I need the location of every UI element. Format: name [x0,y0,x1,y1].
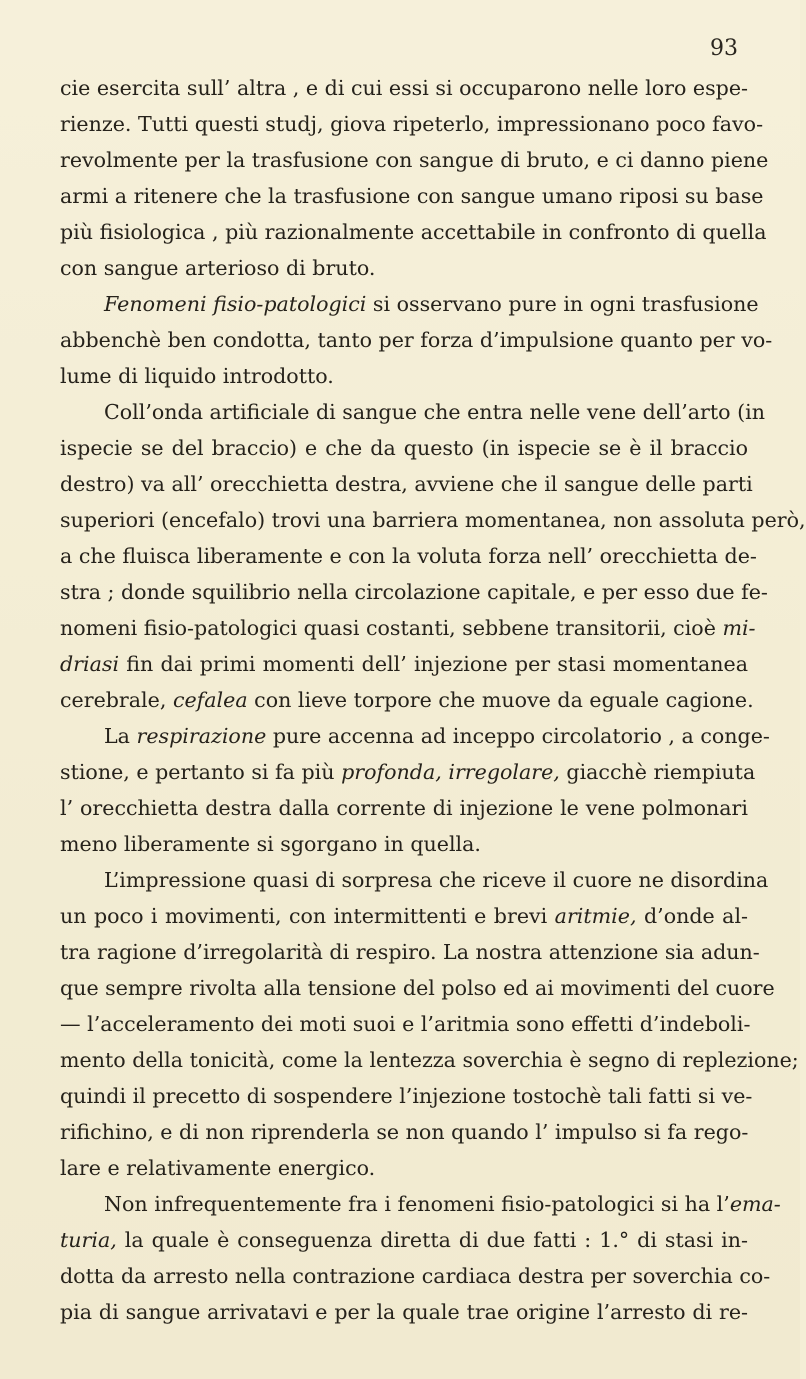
text-line [60,214,767,250]
text-segment: si osservano pure in ogni trasfusione [366,292,759,316]
text-line [60,358,748,394]
text-line [60,754,756,790]
text-line [60,394,766,430]
italic-text: turia, [60,1228,117,1252]
text-line [60,1258,771,1294]
text-segment: un poco i movimenti, con intermittenti e brevi [60,904,555,928]
text-segment: cie esercita sull’ altra , e di cui essi si occuparono nelle loro espe- [60,76,748,100]
text-segment: abbenchè ben condotta, tanto per forza d’impulsione quanto per vo- [60,328,773,352]
text-line [60,1186,781,1222]
text-segment: quindi il precetto di sospendere l’injezione tostochè tali fatti si ve- [60,1084,753,1108]
text-line [60,1078,753,1114]
text-segment: stra ; donde squilibrio nella circolazione capitale, e per esso due fe- [60,580,768,604]
text-segment: rifichino, e di non riprenderla se non quando l’ impulso si fa rego- [60,1120,749,1144]
italic-text: cefalea [172,688,248,712]
text-segment: d’onde al- [636,904,748,928]
text-segment: armi a ritenere che la trasfusione con sangue umano riposi su base [60,184,764,208]
text-segment: meno liberamente si sgorgano in quella. [60,832,481,856]
text-segment: cerebrale, [60,688,173,712]
text-line [60,142,769,178]
text-segment: dotta da arresto nella contrazione cardiaca destra per soverchia co- [60,1264,771,1288]
page-number: 93 [710,36,738,61]
text-segment: giacchè riempiuta [559,760,756,784]
text-line [60,538,757,574]
italic-text: driasi [60,652,120,676]
text-segment: stione, e pertanto si fa più [60,760,342,784]
text-line [60,898,748,934]
body-text [60,70,806,1330]
text-line [60,178,764,214]
text-segment: lare e relativamente energico. [60,1156,376,1180]
italic-text: respirazione [136,724,267,748]
text-line [60,1114,748,1150]
italic-text: aritmie, [554,904,637,928]
text-line [60,1006,751,1042]
text-segment: fin dai primi momenti dell’ injezione per stasi momentanea [119,652,748,676]
text-line [60,790,748,826]
text-segment: La [104,724,137,748]
text-segment: revolmente per la trasfusione con sangue di bruto, e ci danno piene [60,148,769,172]
text-line [60,718,770,754]
text-line [60,970,775,1006]
italic-text: profonda, irregolare, [341,760,560,784]
text-line [60,70,748,106]
italic-text: mi- [722,616,756,640]
text-line [60,466,753,502]
text-line [60,430,748,466]
text-segment: tra ragione d’irregolarità di respiro. La nostra attenzione sia adun- [60,940,760,964]
text-segment: rienze. Tutti questi studj, giova ripeterlo, impressionano poco favo- [60,112,764,136]
text-segment: la quale è conseguenza diretta di due fatti : 1.° di stasi in- [116,1228,748,1252]
text-segment: ispecie se del braccio) e che da questo (in ispecie se è il braccio [60,436,748,460]
text-segment: lume di liquido introdotto. [60,364,334,388]
text-line [60,502,806,538]
text-segment: Non infrequentemente fra i fenomeni fisio-patologici si ha l’ [104,1192,730,1216]
text-line [60,322,773,358]
text-line [60,826,748,862]
text-line [60,610,756,646]
text-segment: l’ orecchietta destra dalla corrente di injezione le vene polmonari [60,796,748,820]
text-line [60,286,759,322]
text-segment: a che fluisca liberamente e con la voluta forza nell’ orecchietta de- [60,544,757,568]
text-line [60,934,760,970]
text-segment: que sempre rivolta alla tensione del polso ed ai movimenti del cuore [60,976,775,1000]
text-line [60,682,754,718]
text-line [60,862,769,898]
italic-text: ema- [729,1192,781,1216]
text-segment: pia di sangue arrivatavi e per la quale trae origine l’arresto di re- [60,1300,748,1324]
text-line [60,106,764,142]
text-segment: destro) va all’ orecchietta destra, avviene che il sangue delle parti [60,472,753,496]
text-segment: L’impressione quasi di sorpresa che riceve il cuore ne disordina [104,868,769,892]
text-line [60,1042,799,1078]
text-line [60,250,748,286]
text-line [60,646,748,682]
text-segment: — l’acceleramento dei moti suoi e l’aritmia sono effetti d’indeboli- [60,1012,751,1036]
text-segment: con lieve torpore che muove da eguale cagione. [247,688,754,712]
text-segment: Coll’onda artificiale di sangue che entra nelle vene dell’arto (in [104,400,766,424]
text-line [60,1150,748,1186]
text-line [60,1222,748,1258]
text-segment: più fisiologica , più razionalmente accettabile in confronto di quella [60,220,767,244]
text-segment: pure accenna ad inceppo circolatorio , a conge- [266,724,770,748]
text-line [60,574,768,610]
text-segment: mento della tonicità, come la lentezza soverchia è segno di replezione; [60,1048,799,1072]
text-segment: superiori (encefalo) trovi una barriera momentanea, non assoluta però, [60,508,806,532]
text-segment: nomeni fisio-patologici quasi costanti, sebbene transitorii, cioè [60,616,723,640]
italic-text: Fenomeni fisio-patologici [104,292,367,316]
text-segment: con sangue arterioso di bruto. [60,256,376,280]
text-line [60,1294,748,1330]
